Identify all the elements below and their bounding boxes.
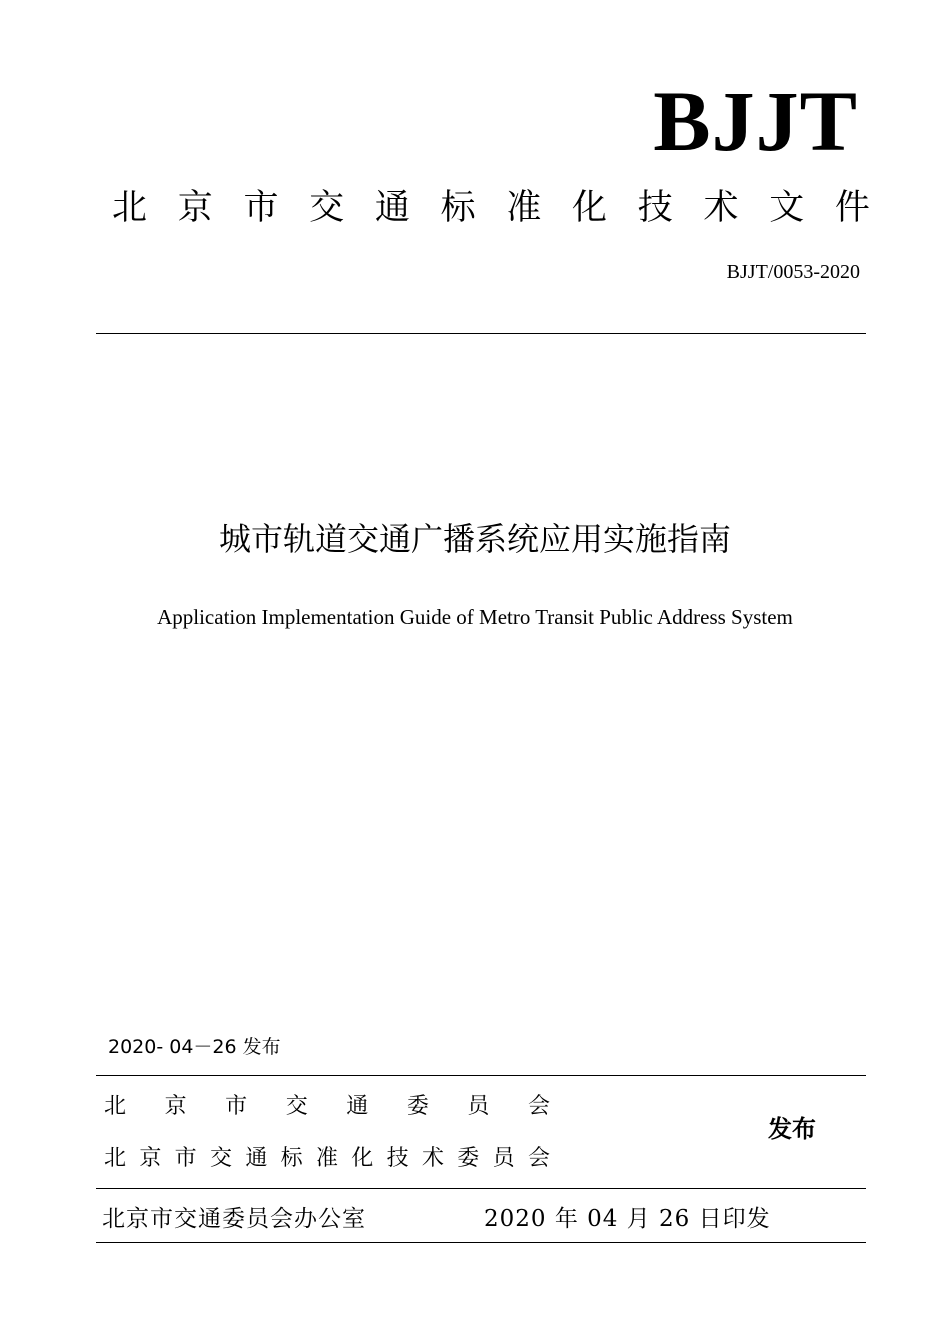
document-number: BJJT/0053-2020 <box>726 261 860 283</box>
issuer-char: 通 <box>346 1094 369 1119</box>
issuer-line <box>104 1145 550 1173</box>
issuer-char: 北 <box>104 1094 127 1119</box>
issuer-char: 会 <box>527 1094 550 1119</box>
doc-type-char: 准 <box>506 188 542 228</box>
doc-type-char: 京 <box>177 188 213 228</box>
issuer-char: 准 <box>315 1146 338 1171</box>
issuer-char: 员 <box>467 1094 490 1119</box>
footer-divider <box>96 1242 866 1243</box>
issuer-bottom-divider <box>96 1188 866 1189</box>
issuer-char: 委 <box>457 1146 480 1171</box>
doc-type-char: 标 <box>440 188 476 228</box>
doc-type-char: 技 <box>637 188 673 228</box>
doc-type-char: 市 <box>243 188 279 228</box>
issuer-char: 通 <box>245 1146 268 1171</box>
issuer-char: 会 <box>527 1146 550 1171</box>
doc-type-char: 通 <box>374 188 410 228</box>
doc-type-char: 件 <box>834 188 870 228</box>
header-divider <box>96 333 866 334</box>
doc-type-char: 交 <box>309 188 345 228</box>
doc-type-char: 北 <box>112 188 148 228</box>
issuer-char: 市 <box>174 1146 197 1171</box>
issuer-char: 市 <box>225 1094 248 1119</box>
issuer-char: 标 <box>280 1146 303 1171</box>
issuer-char: 交 <box>285 1094 308 1119</box>
doc-type-char: 术 <box>703 188 739 228</box>
footer-office: 北京市交通委员会办公室 <box>102 1206 366 1232</box>
bjjt-logo: BJJT <box>653 73 858 169</box>
issuer-char: 京 <box>139 1146 162 1171</box>
footer-print-date: 2020 年 04 月 26 日印发 <box>484 1206 771 1232</box>
issuer-line <box>104 1093 550 1121</box>
publication-date: 2020- 04－26 发布 <box>108 1036 281 1058</box>
chinese-title: 城市轨道交通广播系统应用实施指南 <box>218 520 731 558</box>
document-type-heading <box>112 186 870 230</box>
issuer-top-divider <box>96 1075 866 1076</box>
issuer-char: 化 <box>351 1146 374 1171</box>
issuer-char: 技 <box>386 1146 409 1171</box>
issuer-char: 术 <box>421 1146 444 1171</box>
issuer-char: 交 <box>209 1146 232 1171</box>
doc-type-char: 化 <box>572 188 608 228</box>
doc-type-char: 文 <box>769 188 805 228</box>
issuer-char: 委 <box>406 1094 429 1119</box>
english-title: Application Implementation Guide of Metro Transit Public Address System <box>157 605 793 629</box>
issuer-char: 北 <box>104 1146 127 1171</box>
issuer-char: 员 <box>492 1146 515 1171</box>
issuer-char: 京 <box>164 1094 187 1119</box>
publish-label: 发布 <box>768 1114 816 1143</box>
